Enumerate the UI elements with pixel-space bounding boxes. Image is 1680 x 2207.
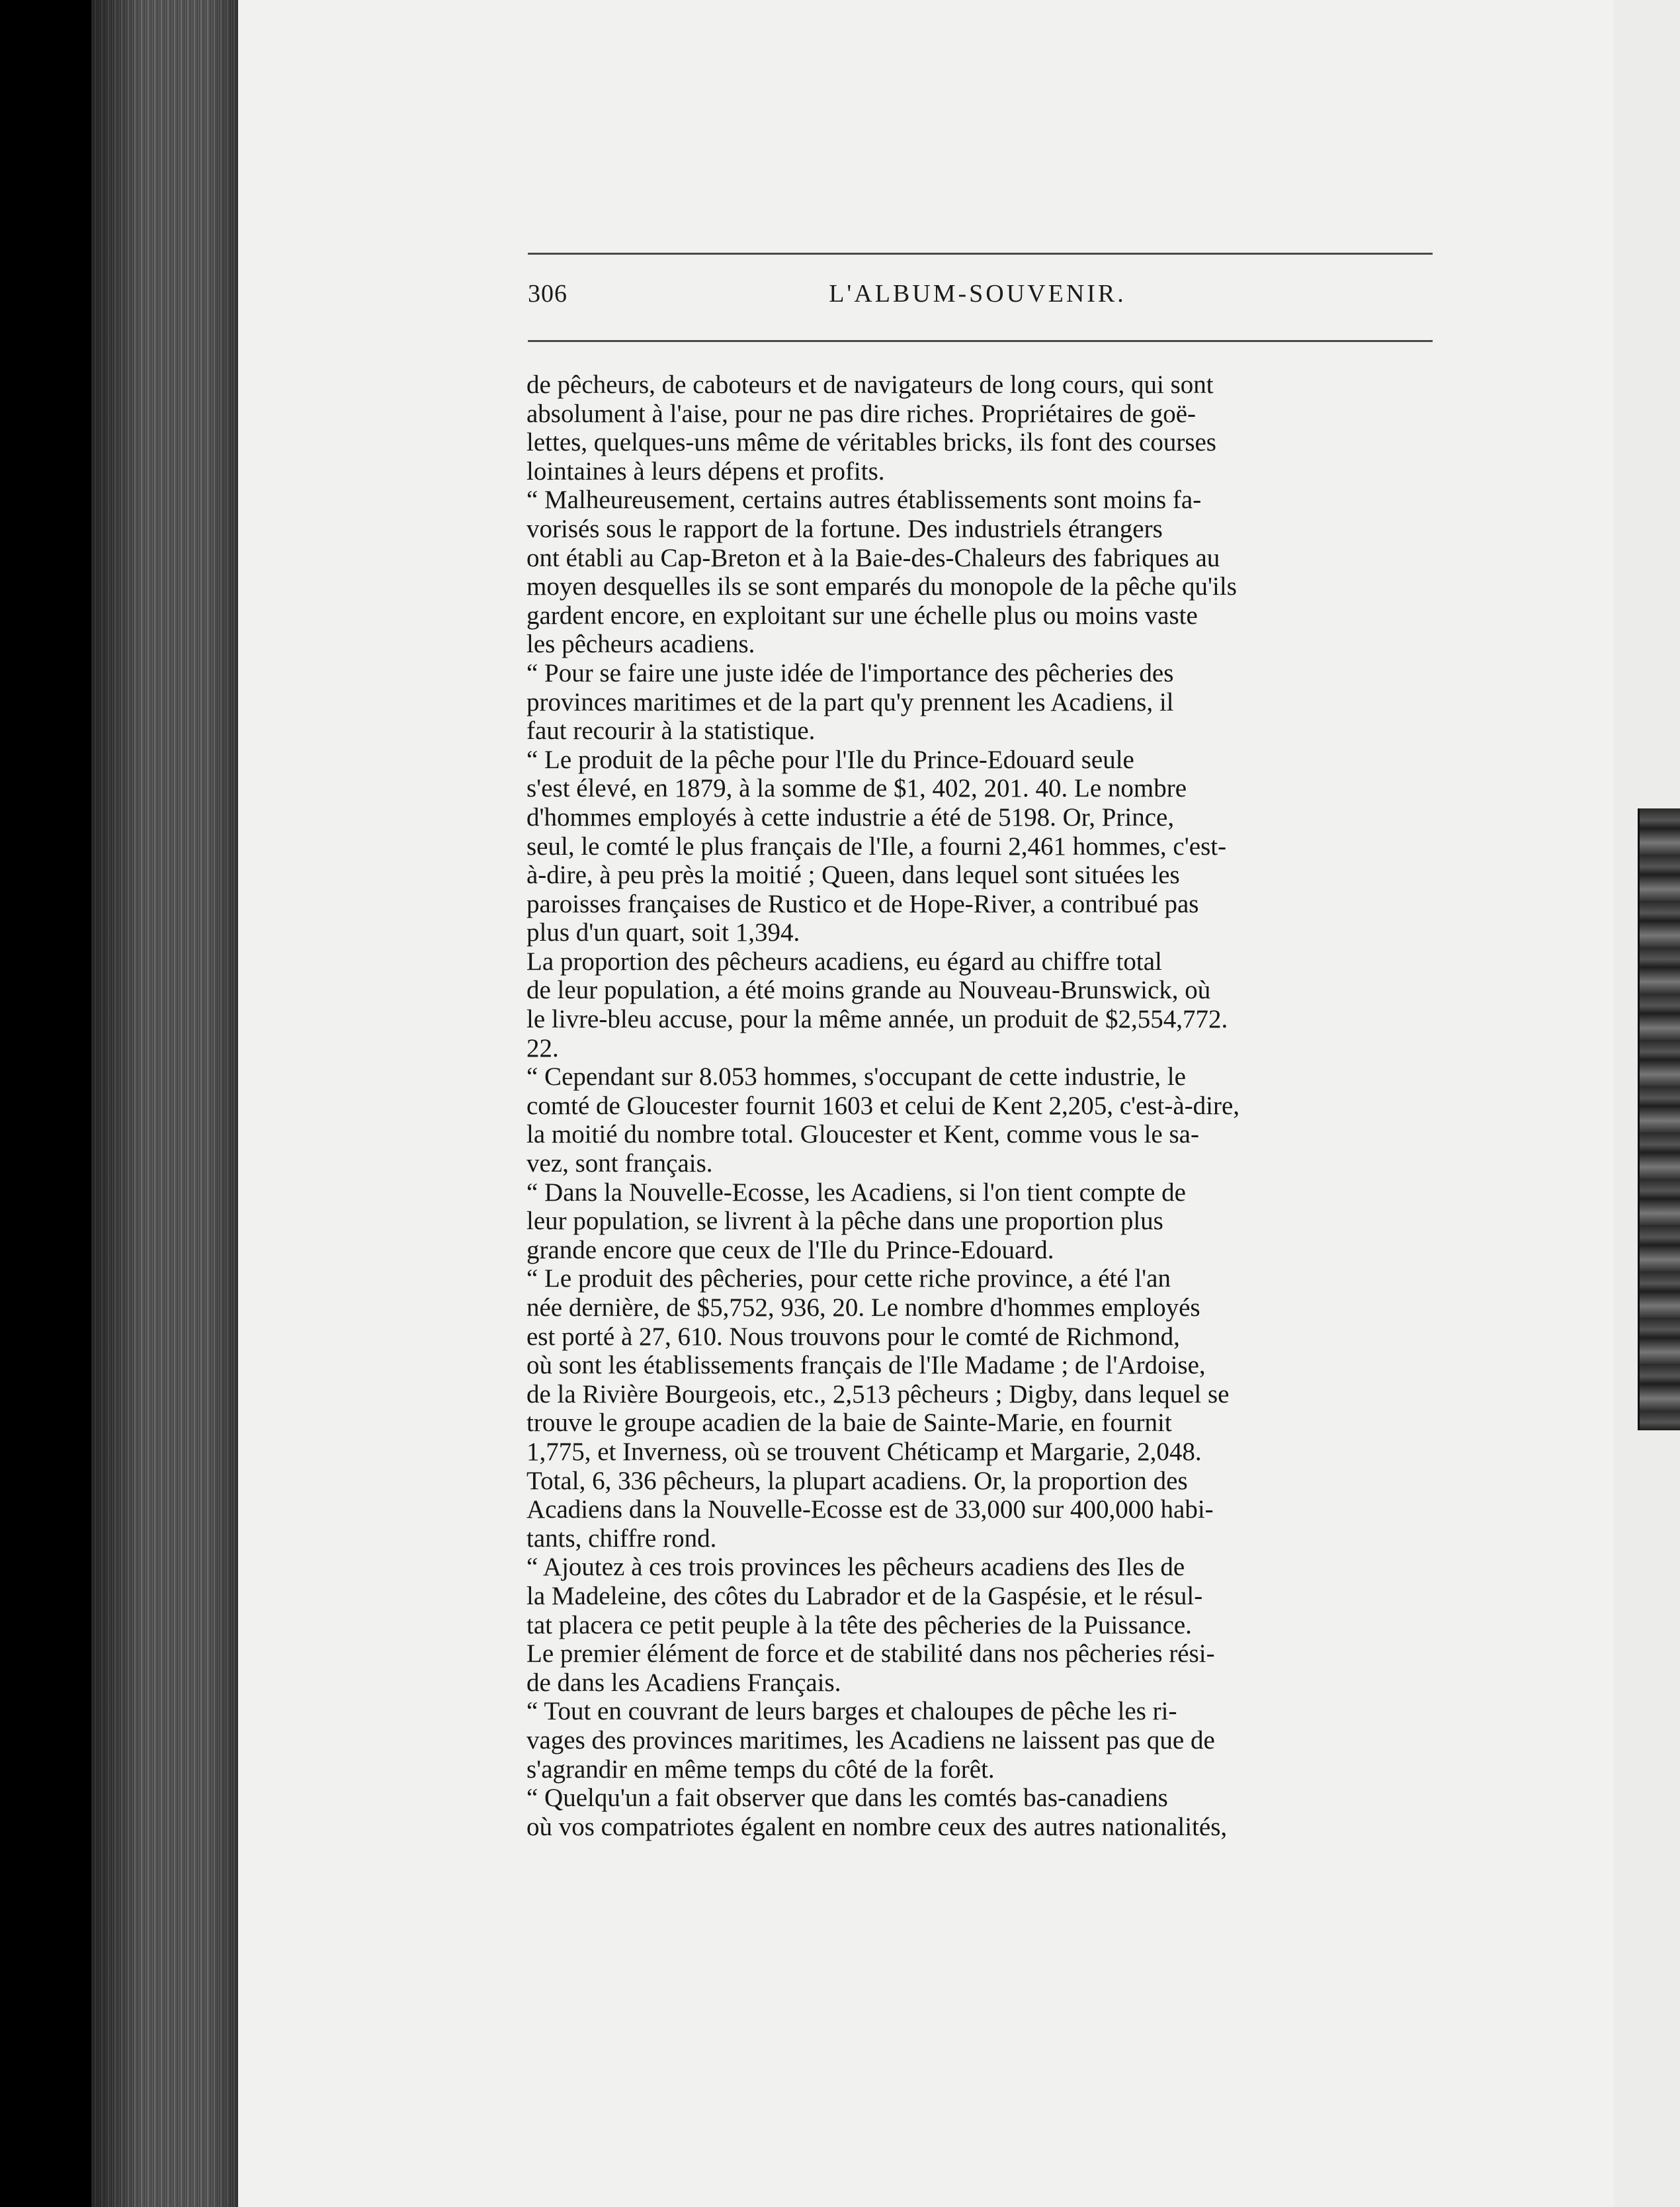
page-number: 306	[528, 280, 567, 308]
text-line: “ Malheureusement, certains autres établissements sont moins fa-	[526, 486, 1202, 515]
text-line: comté de Gloucester fournit 1603 et celui de Kent 2,205, c'est-à-dire,	[526, 1091, 1240, 1120]
text-line: lointaines à leurs dépens et profits.	[526, 456, 885, 486]
text-line: où vos compatriotes égalent en nombre ceux des autres nationalités,	[526, 1812, 1228, 1841]
text-line: Acadiens dans la Nouvelle-Ecosse est de 33,000 sur 400,000 habi-	[526, 1495, 1214, 1524]
text-line: la Madeleine, des côtes du Labrador et de la Gaspésie, et le résul-	[526, 1581, 1203, 1610]
text-line: à-dire, à peu près la moitié ; Queen, dans lequel sont situées les	[526, 861, 1180, 890]
text-line: de pêcheurs, de caboteurs et de navigateurs de long cours, qui sont	[526, 370, 1214, 399]
text-line: où sont les établissements français de l'Ile Madame ; de l'Ardoise,	[526, 1351, 1206, 1380]
text-line: plus d'un quart, soit 1,394.	[526, 918, 800, 947]
text-line: la moitié du nombre total. Gloucester et Kent, comme vous le sa-	[526, 1120, 1199, 1149]
text-line: provinces maritimes et de la part qu'y prennent les Acadiens, il	[526, 687, 1174, 716]
text-line: vez, sont français.	[526, 1149, 713, 1178]
book-edge-shadow	[91, 0, 238, 2207]
text-line: d'hommes employés à cette industrie a été de 5198. Or, Prince,	[526, 802, 1175, 832]
text-line: seul, le comté le plus français de l'Ile, a fourni 2,461 hommes, c'est-	[526, 832, 1227, 861]
text-line: le livre-bleu accuse, pour la même année, un produit de $2,554,772.	[526, 1005, 1228, 1034]
text-line: tants, chiffre rond.	[526, 1524, 717, 1553]
text-line: de leur population, a été moins grande au Nouveau-Brunswick, où	[526, 976, 1211, 1005]
text-line: de dans les Acadiens Français.	[526, 1668, 841, 1697]
text-line: “ Dans la Nouvelle-Ecosse, les Acadiens, si l'on tient compte de	[526, 1178, 1186, 1207]
text-line: Le premier élément de force et de stabilité dans nos pêcheries rési-	[526, 1639, 1215, 1668]
body-text	[526, 370, 1434, 1841]
text-line: leur population, se livrent à la pêche dans une proportion plus	[526, 1207, 1163, 1236]
header-rule-top	[528, 253, 1433, 255]
text-line: faut recourir à la statistique.	[526, 716, 816, 746]
text-line: “ Cependant sur 8.053 hommes, s'occupant de cette industrie, le	[526, 1062, 1186, 1092]
text-line: moyen desquelles ils se sont emparés du monopole de la pêche qu'ils	[526, 572, 1237, 601]
text-line: de la Rivière Bourgeois, etc., 2,513 pêcheurs ; Digby, dans lequel se	[526, 1379, 1230, 1408]
page-header	[528, 279, 1433, 325]
text-line: gardent encore, en exploitant sur une échelle plus ou moins vaste	[526, 601, 1198, 630]
text-line: trouve le groupe acadien de la baie de Sainte-Marie, en fournit	[526, 1408, 1172, 1438]
running-title: L'ALBUM-SOUVENIR.	[829, 280, 1126, 308]
text-line: les pêcheurs acadiens.	[526, 630, 755, 659]
text-line: “ Pour se faire une juste idée de l'importance des pêcheries des	[526, 658, 1174, 687]
text-line: tat placera ce petit peuple à la tête des pêcheries de la Puissance.	[526, 1610, 1192, 1639]
text-line: s'est élevé, en 1879, à la somme de $1, 402, 201. 40. Le nombre	[526, 774, 1187, 803]
text-line: La proportion des pêcheurs acadiens, eu égard au chiffre total	[526, 947, 1162, 976]
text-line: est porté à 27, 610. Nous trouvons pour le comté de Richmond,	[526, 1322, 1180, 1351]
text-line: 1,775, et Inverness, où se trouvent Chéticamp et Margarie, 2,048.	[526, 1437, 1202, 1466]
text-line: “ Le produit de la pêche pour l'Ile du Prince-Edouard seule	[526, 745, 1134, 774]
text-line: “ Tout en couvrant de leurs barges et chaloupes de pêche les ri-	[526, 1697, 1177, 1726]
text-line: Total, 6, 336 pêcheurs, la plupart acadiens. Or, la proportion des	[526, 1466, 1188, 1495]
text-line: absolument à l'aise, pour ne pas dire riches. Propriétaires de goë-	[526, 399, 1197, 428]
text-line: ont établi au Cap-Breton et à la Baie-des-Chaleurs des fabriques au	[526, 543, 1220, 572]
text-line: vages des provinces maritimes, les Acadiens ne laissent pas que de	[526, 1725, 1215, 1754]
text-line: grande encore que ceux de l'Ile du Prince-Edouard.	[526, 1235, 1054, 1264]
text-line: née dernière, de $5,752, 936, 20. Le nombre d'hommes employés	[526, 1293, 1200, 1322]
text-line: paroisses françaises de Rustico et de Hope-River, a contribué pas	[526, 889, 1199, 918]
facing-page-illustration	[1638, 808, 1680, 1430]
text-line: “ Quelqu'un a fait observer que dans les comtés bas-canadiens	[526, 1784, 1168, 1813]
text-line: “ Le produit des pêcheries, pour cette riche province, a été l'an	[526, 1264, 1171, 1293]
text-line: vorisés sous le rapport de la fortune. Des industriels étrangers	[526, 514, 1163, 543]
text-line: s'agrandir en même temps du côté de la forêt.	[526, 1754, 995, 1784]
text-line: 22.	[526, 1033, 559, 1062]
text-line: lettes, quelques-uns même de véritables bricks, ils font des courses	[526, 428, 1216, 457]
header-rule-bottom	[528, 340, 1433, 342]
text-line: “ Ajoutez à ces trois provinces les pêcheurs acadiens des Iles de	[526, 1553, 1185, 1582]
